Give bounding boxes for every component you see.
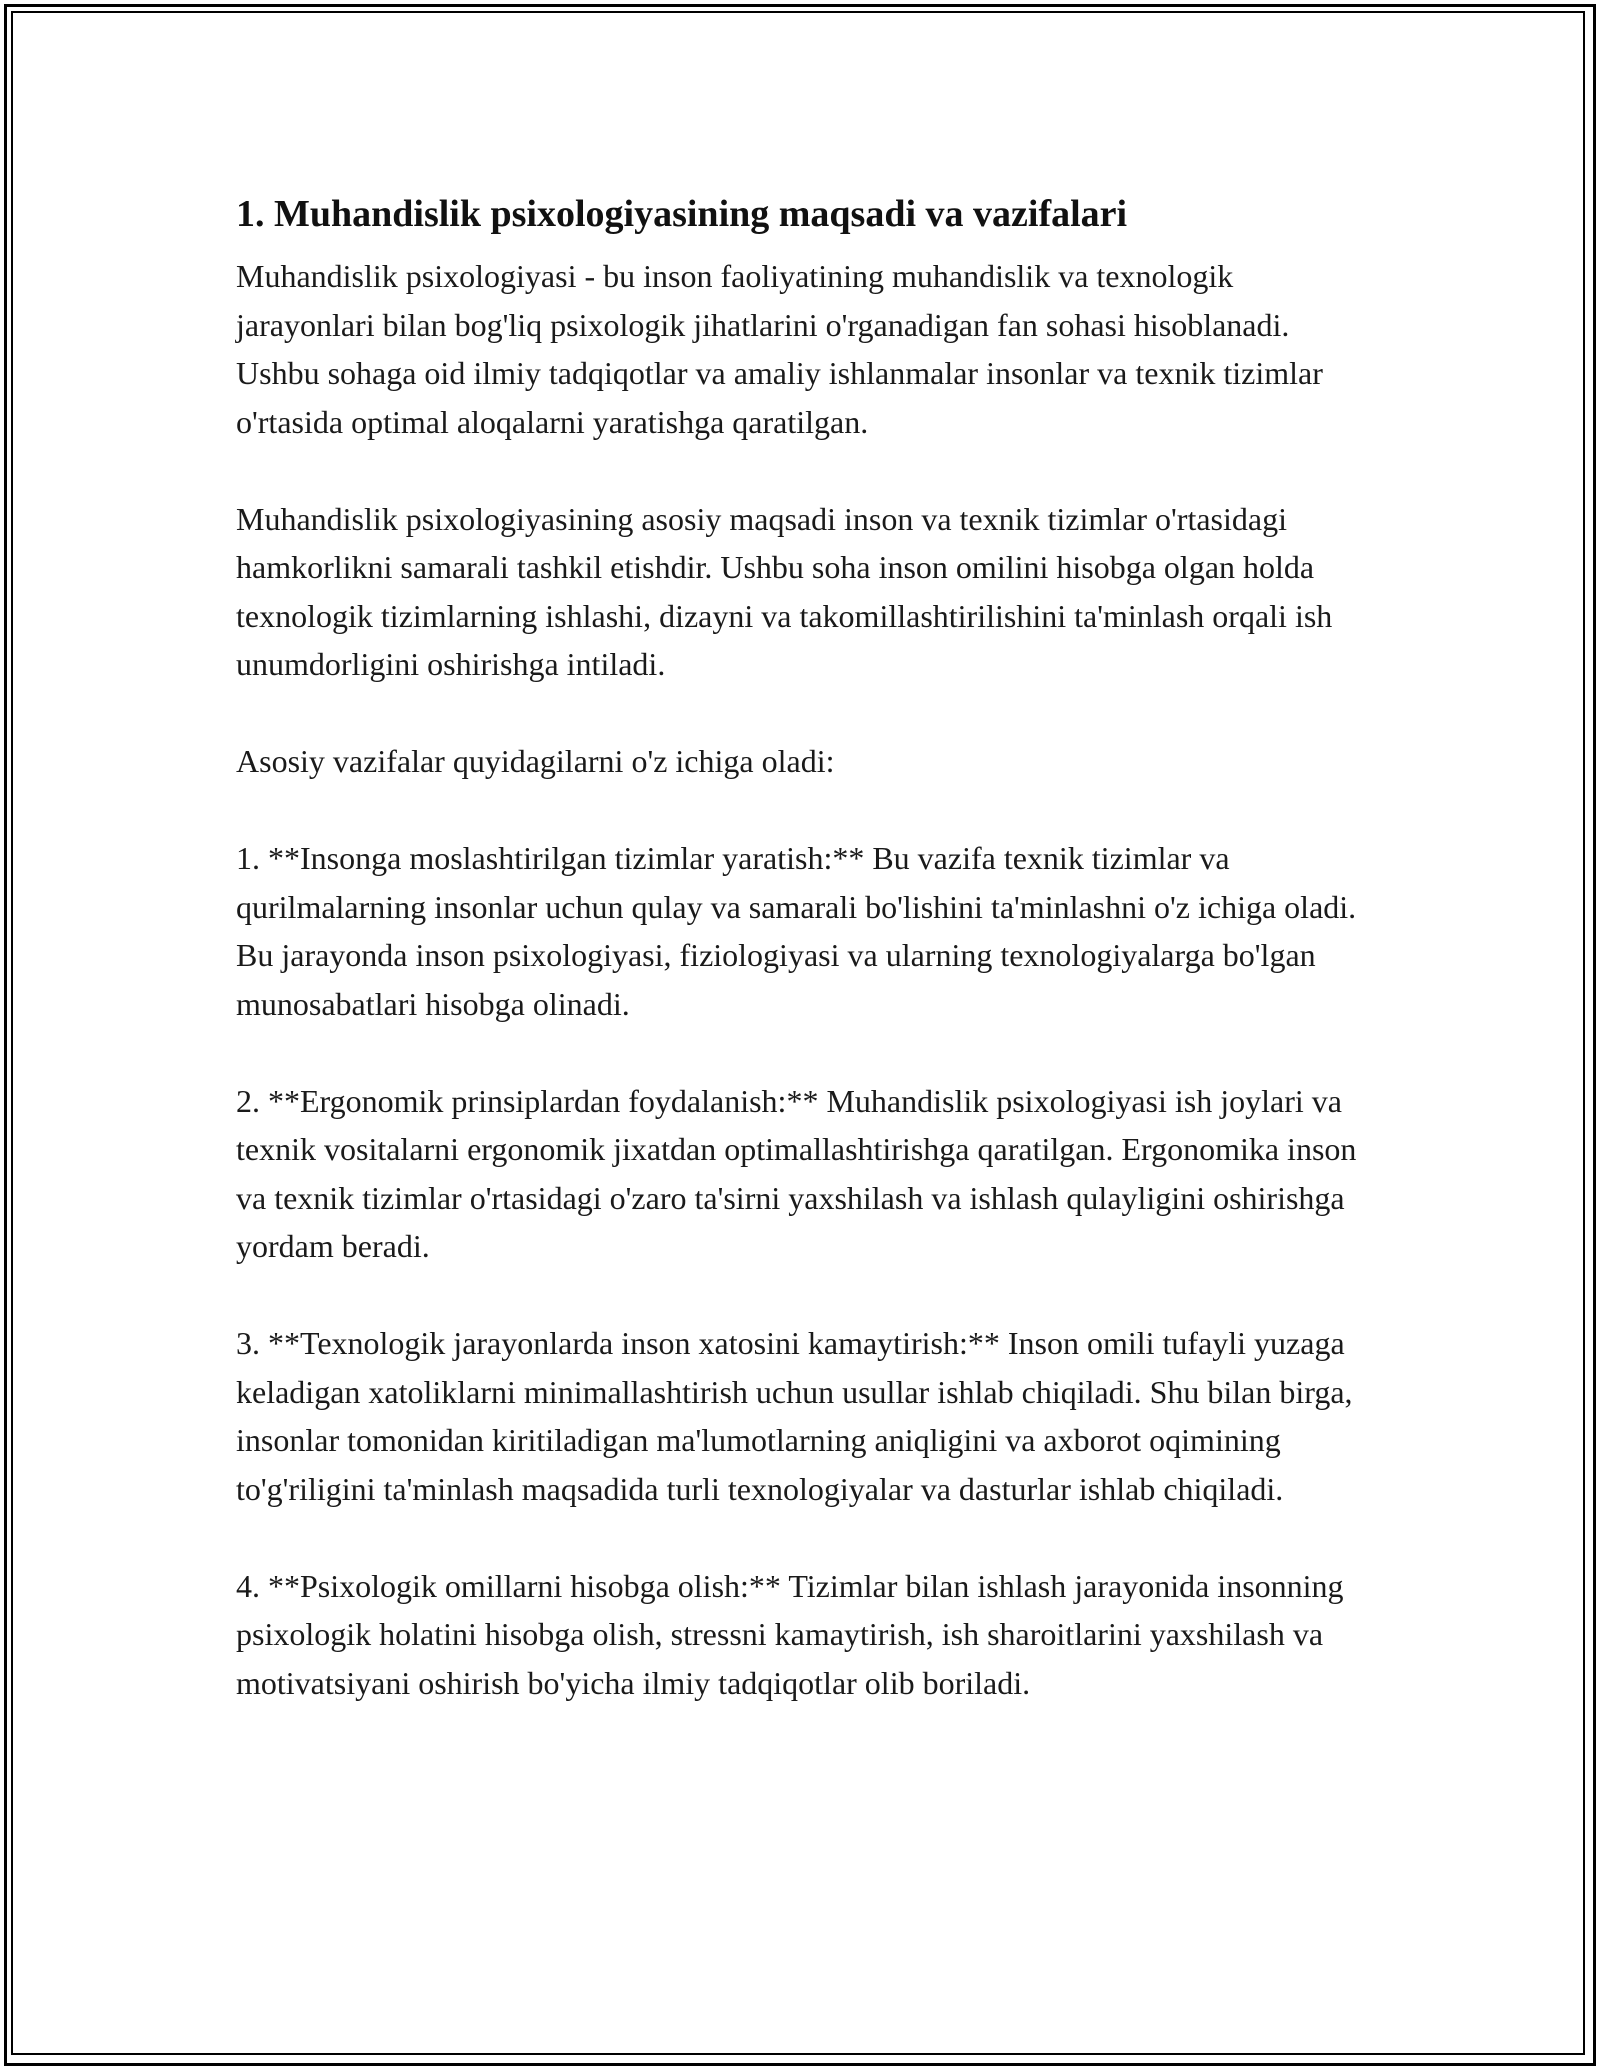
task-item-3: 3. **Texnologik jarayonlarda inson xatosini kamaytirish:** Inson omili tufayli yuzaga keladigan xatoliklarni minimallashtirish uchun usullar ishlab chiqiladi. Shu bilan birga, insonlar tomonidan kiritiladigan ma'lumotlarning aniqligini va axborot oqimining to'g'riligini ta'minlash maqsadida turli texnologiyalar va dasturlar ishlab chiqiladi. xyxy=(236,1325,1353,1507)
task-item-2: 2. **Ergonomik prinsiplardan foydalanish:** Muhandislik psixologiyasi ish joylari va texnik vositalarni ergonomik jixatdan optimallashtirishga qaratilgan. Ergonomika inson va texnik tizimlar o'rtasidagi o'zaro ta'sirni yaxshilash va ishlash qulayligini oshirishga yordam beradi. xyxy=(236,1082,1357,1264)
goal-paragraph: Muhandislik psixologiyasining asosiy maqsadi inson va texnik tizimlar o'rtasidagi hamkorlikni samarali tashkil etishdir. Ushbu soha inson omilini hisobga olgan holda texnologik tizimlarning ishlashi, dizayni va takomillashtirilishini ta'minlash orqali ish unumdorligini oshirishga intiladi. xyxy=(236,500,1333,682)
task-item-1: 1. **Insonga moslashtirilgan tizimlar yaratish:** Bu vazifa texnik tizimlar va qurilmalarning insonlar uchun qulay va samarali bo'lishini ta'minlashni o'z ichiga oladi. Bu jarayonda inson psixologiyasi, fiziologiyasi va ularning texnologiyalarga bo'lgan munosabatlari hisobga olinadi. xyxy=(236,840,1357,1022)
document-title: 1. Muhandislik psixologiyasining maqsadi va vazifalari xyxy=(236,193,1128,235)
tasks-intro-paragraph: Asosiy vazifalar quyidagilarni o'z ichiga oladi: xyxy=(236,743,835,779)
task-item-4: 4. **Psixologik omillarni hisobga olish:** Tizimlar bilan ishlash jarayonida insonning psixologik holatini hisobga olish, stressni kamaytirish, ish sharoitlarini yaxshilash va motivatsiyani oshirish bo'yicha ilmiy tadqiqotlar olib boriladi. xyxy=(236,1567,1344,1701)
intro-paragraph: Muhandislik psixologiyasi - bu inson faoliyatining muhandislik va texnologik jarayonlari bilan bog'liq psixologik jihatlarini o'rganadigan fan sohasi hisoblanadi. Ushbu sohaga oid ilmiy tadqiqotlar va amaliy ishlanmalar insonlar va texnik tizimlar o'rtasida optimal aloqalarni yaratishga qaratilgan. xyxy=(236,258,1323,440)
document-body xyxy=(236,184,1366,1756)
